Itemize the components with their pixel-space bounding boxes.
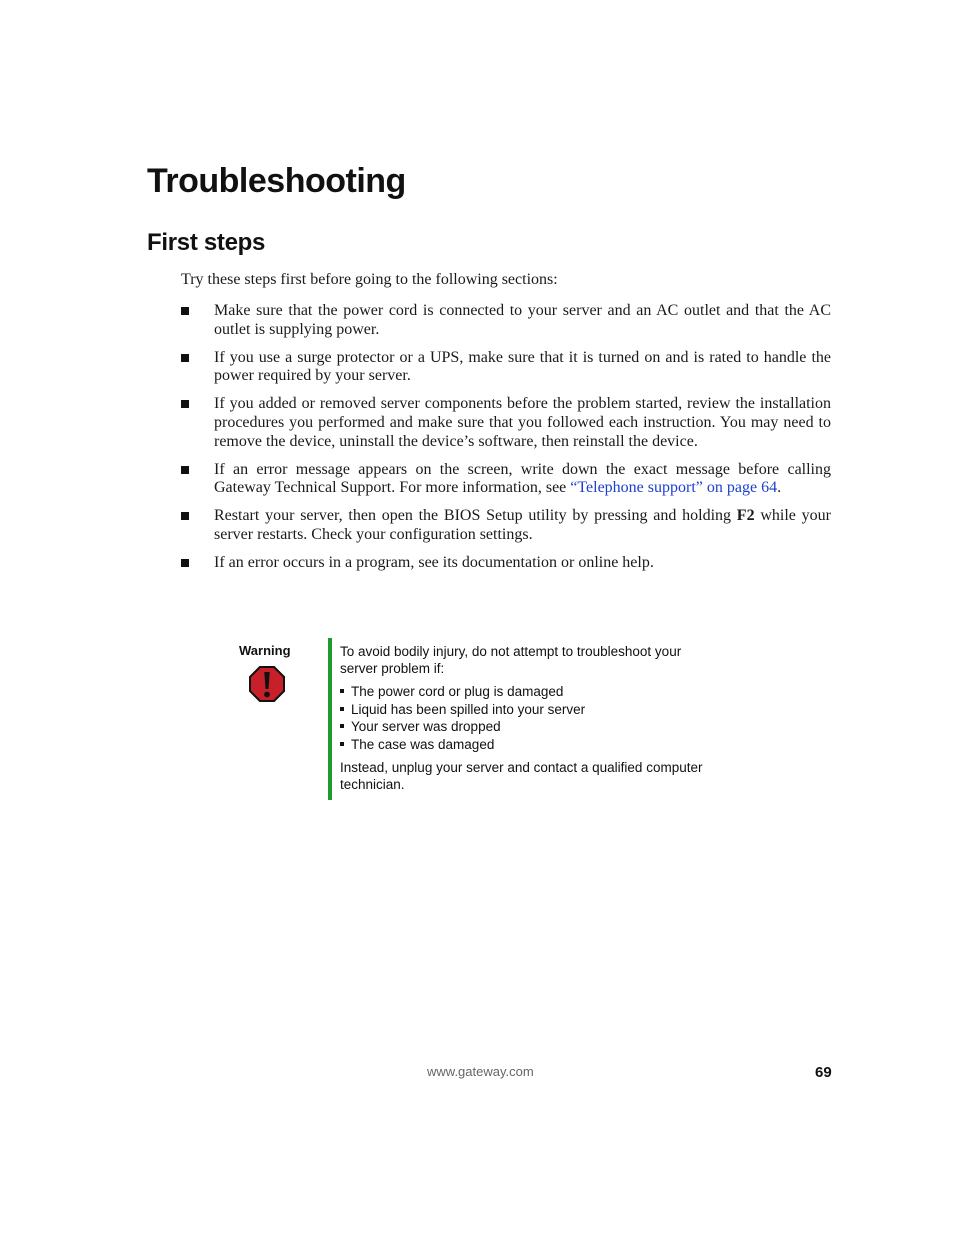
list-item [181, 302, 831, 339]
bullet-square-icon [181, 559, 189, 567]
bullet-dot-icon [340, 689, 344, 693]
step-text: If an error message appears on the screen, write down the exact message before calling Gateway Technical Support. For more information, see [214, 460, 831, 497]
list-item [181, 395, 831, 451]
list-item [181, 507, 831, 544]
page-number: 69 [815, 1064, 832, 1081]
list-item [340, 701, 720, 719]
section-title: First steps [147, 229, 266, 256]
step-text: Restart your server, then open the BIOS Setup utility by pressing and holding [214, 507, 737, 525]
telephone-support-link[interactable]: “Telephone support” on page 64 [570, 479, 778, 497]
list-item [181, 554, 831, 573]
f2-key-label: F2 [736, 507, 755, 525]
octagon-exclamation-icon [248, 665, 286, 703]
bullet-square-icon [181, 466, 189, 474]
step-text: If you added or removed server components before the problem started, review the installation procedures you performed and make sure that you followed each instruction. You may need to remove the device, uninstall the device’s software, then reinstall the device. [214, 395, 831, 450]
warning-body [340, 643, 720, 793]
warning-condition: The power cord or plug is damaged [351, 684, 564, 699]
list-item [181, 349, 831, 386]
bullet-square-icon [181, 400, 189, 408]
bullet-dot-icon [340, 742, 344, 746]
list-item [340, 718, 720, 736]
step-text: If you use a surge protector or a UPS, make sure that it is turned on and is rated to handle the power required by your server. [214, 348, 831, 385]
step-text: Make sure that the power cord is connected to your server and an AC outlet and that the AC outlet is supplying power. [214, 302, 831, 338]
bullet-square-icon [181, 354, 189, 362]
warning-bar [328, 638, 332, 800]
step-text: while your server restarts. Check your configuration settings. [214, 507, 832, 543]
page-title: Troubleshooting [147, 162, 406, 200]
list-item [340, 683, 720, 701]
intro-text: Try these steps first before going to the following sections: [181, 271, 558, 288]
warning-condition: Your server was dropped [351, 719, 501, 734]
warning-intro: To avoid bodily injury, do not attempt to troubleshoot your server problem if: [340, 644, 682, 676]
bullet-dot-icon [340, 707, 344, 711]
step-text: . [777, 479, 782, 497]
warning-label: Warning [239, 643, 291, 658]
first-steps-list [181, 302, 831, 582]
bullet-square-icon [181, 512, 189, 520]
footer-url: www.gateway.com [427, 1064, 534, 1079]
bullet-dot-icon [340, 724, 344, 728]
warning-outro: Instead, unplug your server and contact a qualified computer technician. [340, 760, 703, 792]
list-item [181, 461, 831, 498]
warning-condition: The case was damaged [351, 736, 495, 752]
warning-conditions-list [340, 683, 720, 753]
bullet-square-icon [181, 307, 189, 315]
warning-condition: Liquid has been spilled into your server [351, 701, 586, 717]
list-item [340, 736, 720, 754]
step-text: If an error occurs in a program, see its documentation or online help. [214, 554, 654, 572]
